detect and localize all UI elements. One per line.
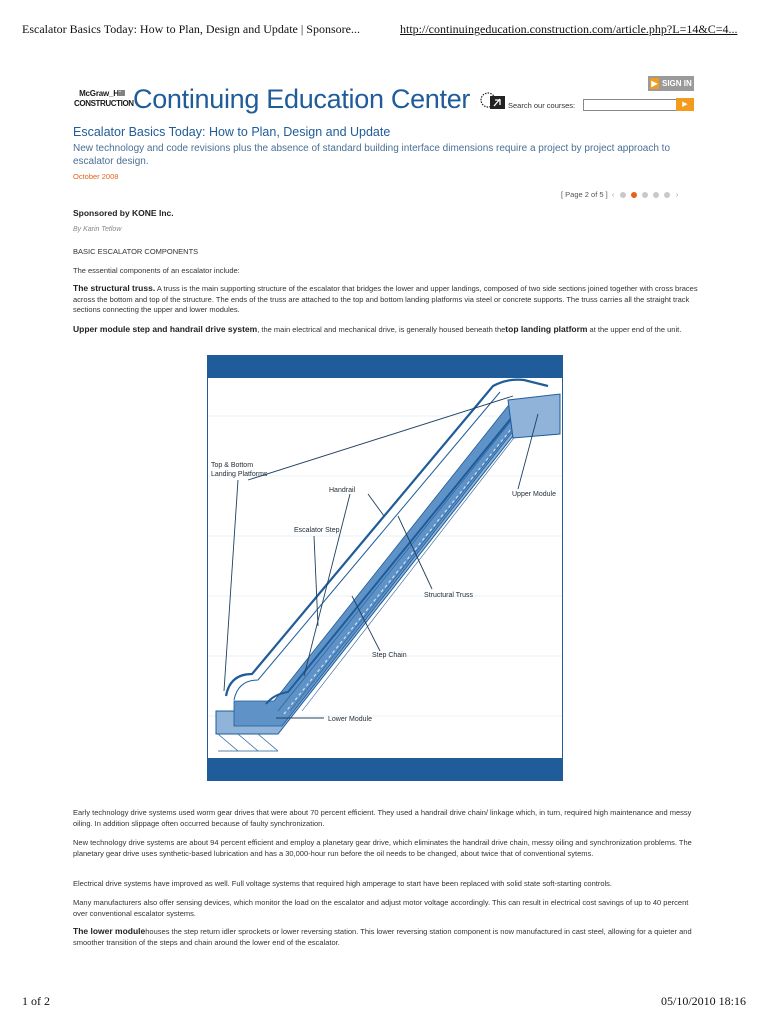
- next-page-icon[interactable]: ›: [675, 190, 679, 199]
- lower-module-lead: The lower module: [73, 926, 146, 936]
- upper-module-text2: at the upper end of the unit.: [587, 325, 682, 334]
- site-badge-icon: [478, 90, 506, 110]
- print-page-url[interactable]: http://continuingeducation.construction.com/article.php?L=14&C=4...: [400, 22, 738, 36]
- print-datetime: 05/10/2010 18:16: [660, 994, 746, 1008]
- upper-module-lead2: top landing platform: [505, 324, 588, 334]
- section-heading: BASIC ESCALATOR COMPONENTS: [73, 247, 199, 256]
- logo-line1: McGraw_Hill: [79, 89, 125, 98]
- print-header: [22, 22, 746, 40]
- page-dot-1[interactable]: [620, 192, 626, 198]
- truss-lead: The structural truss.: [73, 283, 156, 293]
- label-escalator-step: Escalator Step: [294, 527, 340, 534]
- page-dot-4[interactable]: [653, 192, 659, 198]
- search-go-button[interactable]: [676, 98, 694, 111]
- paragraph-worm-gear: Early technology drive systems used worm gear drives that were about 70 percent efficient. They used a handrail drive chain/ linkage which, in turn, required high maintenance and messy oiling. In addition slippage often occurred because of faulty synchronization.: [73, 808, 692, 828]
- page-dot-3[interactable]: [642, 192, 648, 198]
- site-title: Continuing Education Center: [133, 84, 471, 114]
- logo-line2: CONSTRUCTION: [74, 99, 134, 108]
- sign-in-button[interactable]: [648, 76, 694, 91]
- arrow-right-icon: ▶: [651, 79, 658, 88]
- sponsor-line: Sponsored by KONE Inc.: [73, 208, 174, 218]
- upper-module-lead: Upper module step and handrail drive system: [73, 324, 258, 334]
- figure-header-band: [208, 356, 562, 378]
- label-platforms-2: Landing Platforms: [211, 471, 268, 478]
- paragraph-planetary-gear: New technology drive systems are about 94 percent efficient and employ a planetary gear drive, which eliminates the handrail drive chain, messy oiling and synchronization problems. The planetary gear drive uses synthetic-based lubrication and has a 30,000-hour run before the oil needs to be changed, about twice that of conventional sytems.: [73, 838, 692, 858]
- search-input[interactable]: [583, 99, 677, 111]
- intro-paragraph: The essential components of an escalator include:: [73, 266, 240, 275]
- upper-module-paragraph: [73, 324, 698, 336]
- pagination: [561, 190, 680, 199]
- lower-module-text: houses the step return idler sprockets or lower reversing station. This lower reversing station component is now manufactured in cast steel, allowing for a quieter and smoother transition of the steps and chain around the lower end of the escalator.: [73, 927, 692, 947]
- label-structural-truss: Structural Truss: [424, 592, 474, 599]
- article-title[interactable]: Escalator Basics Today: How to Plan, Design and Update: [73, 125, 391, 139]
- print-footer: [22, 994, 746, 1010]
- article-deck: New technology and code revisions plus the absence of standard building interface dimensions require a project by project approach to escalator design.: [73, 143, 671, 167]
- truss-text: A truss is the main supporting structure of the escalator that bridges the lower and upper landings, composed of two side sections joined together with cross braces across the bottom and top of the structure. The ends of the truss are attached to the top and bottom landing platforms via steel or concrete supports. The truss carries all the straight track sections connecting the upper and lower modules.: [73, 284, 698, 314]
- print-page-title: Escalator Basics Today: How to Plan, Design and Update | Sponsore...: [22, 22, 360, 36]
- search-label: Search our courses:: [508, 101, 576, 110]
- escalator-diagram-svg: [208, 356, 562, 780]
- page-dot-2[interactable]: [631, 192, 637, 198]
- page-dot-5[interactable]: [664, 192, 670, 198]
- play-arrow-icon: ▶: [682, 101, 688, 108]
- label-upper-module: Upper Module: [512, 491, 556, 498]
- escalator-diagram: [207, 355, 563, 781]
- paragraph-electrical: Electrical drive systems have improved as well. Full voltage systems that required high amperage to start have been replaced with solid state soft-starting controls.: [73, 879, 613, 888]
- upper-module-text1: , the main electrical and mechanical drive, is generally housed beneath the: [257, 325, 506, 334]
- truss-paragraph: [73, 283, 698, 316]
- print-page-number: 1 of 2: [22, 994, 50, 1008]
- paragraph-sensing: Many manufacturers also offer sensing devices, which monitor the load on the escalator and adjust motor voltage accordingly. This can result in electrical cost savings of up to 40 percent over conventional escalator systems.: [73, 898, 689, 918]
- sign-in-label: SIGN IN: [662, 79, 692, 88]
- lower-module-paragraph: [73, 926, 698, 948]
- figure-footer-band: [208, 758, 562, 780]
- label-handrail: Handrail: [329, 487, 356, 494]
- label-step-chain: Step Chain: [372, 652, 407, 659]
- byline: By Karin Tetlow: [73, 226, 122, 233]
- label-platforms: Top & Bottom: [211, 462, 254, 469]
- label-lower-module: Lower Module: [328, 716, 372, 723]
- mcgraw-hill-logo[interactable]: [74, 89, 134, 111]
- prev-page-icon[interactable]: ‹: [611, 190, 615, 199]
- pagination-label: [ Page 2 of 5 ]: [561, 190, 608, 199]
- article-date: October 2008: [73, 172, 119, 181]
